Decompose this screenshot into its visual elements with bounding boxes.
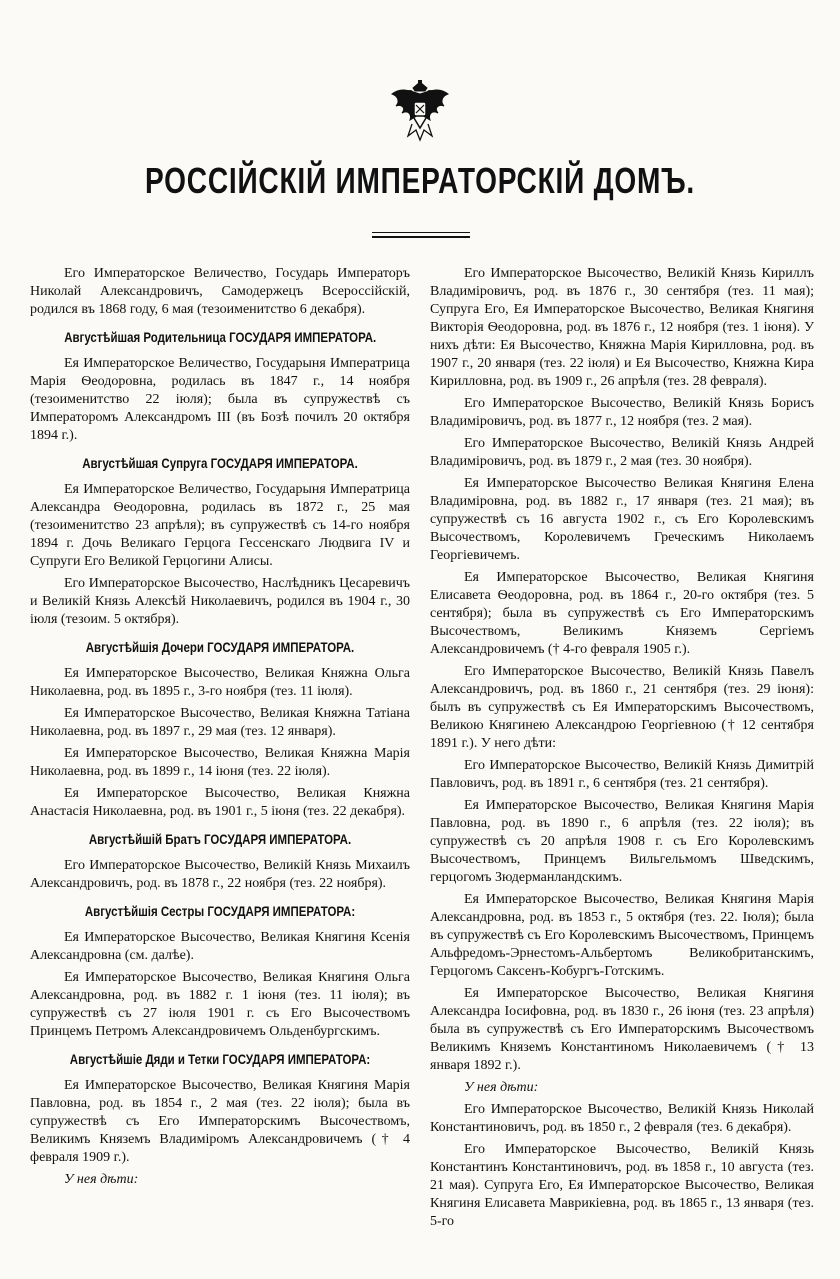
entry-paragraph: Ея Императорское Величество, Государыня Императрица Александра Ѳеодоровна, родилась въ 1872 г., 25 мая (тезоименитство 23 апрѣля); въ супружествѣ съ 14-го ноября 1894 г. Дочь Великаго Герцога Гессенскаго Людвига IV и Супруги Его Великой Герцогини Алисы. [30, 482, 410, 569]
entry-paragraph: Ея Императорское Высочество, Великая Княгиня Ольга Александровна, род. въ 1882 г. 1 іюня (тез. 11 іюля); въ супружествѣ съ 27 іюля 1901 г. съ Его Высочествомъ Принцемъ Петромъ Александровичемъ Ольденбургскимъ. [30, 970, 410, 1039]
title-divider-thick [372, 236, 470, 238]
entry-paragraph: Его Императорское Высочество, Великій Князь Андрей Владиміровичъ, род. въ 1879 г., 2 мая (тез. 30 ноября). [430, 436, 814, 469]
page-title: РОССІЙСКІЙ ИМПЕРАТОРСКІЙ ДОМЪ. [145, 160, 695, 201]
entry-paragraph: Его Императорское Величество, Государь Императоръ Николай Александровичъ, Самодержецъ Всероссійскій, родился въ 1868 году, 6 мая (тезоименитство 6 декабря). [30, 266, 410, 317]
entry-paragraph: Его Императорское Высочество, Великій Князь Димитрій Павловичъ, род. въ 1891 г., 6 сентября (тез. 21 сентября). [430, 758, 814, 791]
section-heading: Августѣйшая Родительница ГОСУДАРЯ ИМПЕРАТОРА. [64, 329, 377, 345]
section-heading: Августѣйшія Дочери ГОСУДАРЯ ИМПЕРАТОРА. [85, 639, 355, 655]
entry-paragraph: Ея Императорское Высочество, Великая Княгиня Марія Павловна, род. въ 1854 г., 2 мая (тез. 22 іюля); была въ супружествѣ съ Его Императорскимъ Высочествомъ, Великимъ Княземъ Владиміромъ Александровичемъ († 4 февраля 1909 г.). [30, 1078, 410, 1165]
entry-paragraph: Его Императорское Высочество, Великій Князь Борисъ Владиміровичъ, род. въ 1877 г., 12 ноября (тез. 2 мая). [430, 396, 814, 429]
entry-paragraph: Ея Императорское Высочество, Великая Княгиня Ксенія Александровна (см. далѣе). [30, 930, 410, 963]
right-column [430, 265, 814, 1235]
section-heading: Августѣйшій Братъ ГОСУДАРЯ ИМПЕРАТОРА. [88, 831, 352, 847]
title-divider [372, 232, 470, 233]
entry-paragraph: Его Императорское Высочество, Великій Князь Николай Константиновичъ, род. въ 1850 г., 2 февраля (тез. 6 декабря). [430, 1102, 814, 1135]
entry-paragraph: Ея Императорское Высочество, Великая Княгиня Александра Іосифовна, род. въ 1830 г., 26 іюня (тез. 23 апрѣля) была въ супружествѣ съ Его Императорскимъ Высочествомъ Великимъ Княземъ Константиномъ Николаевичемъ († 13 января 1892 г.). [430, 986, 814, 1073]
entry-paragraph: Его Императорское Высочество, Наслѣдникъ Цесаревичъ и Великій Князь Алексѣй Николаевичъ, родился въ 1904 г., 30 іюля (тезоим. 5 октября). [30, 576, 410, 627]
entry-paragraph: Ея Императорское Высочество, Великая Княжна Анастасія Николаевна, род. въ 1901 г., 5 іюня (тез. 22 декабря). [30, 786, 410, 819]
section-heading: Августѣйшіе Дяди и Тетки ГОСУДАРЯ ИМПЕРАТОРА: [69, 1051, 371, 1067]
entry-paragraph: Ея Императорское Высочество, Великая Княжна Ольга Николаевна, род. въ 1895 г., 3-го ноября (тез. 11 іюля). [30, 666, 410, 699]
entry-paragraph: Ея Императорское Величество, Государыня Императрица Марія Ѳеодоровна, родилась въ 1847 г., 14 ноября (тезоименитство 22 іюля); была въ супружествѣ съ Императоромъ Александромъ III (въ Бозѣ почилъ 20 октября 1894 г.). [30, 356, 410, 443]
entry-paragraph: Ея Императорское Высочество, Великая Княжна Марія Николаевна, род. въ 1899 г., 14 іюня (тез. 22 іюля). [30, 746, 410, 779]
entry-paragraph: Его Императорское Высочество, Великій Князь Павелъ Александровичъ, род. въ 1860 г., 21 сентября (тез. 29 іюня): былъ въ супружествѣ съ Ея Императорскимъ Высочествомъ, Великою Княгинею Александрою Георгіевною († 12 сентября 1891 г.). У него дѣти: [430, 664, 814, 751]
children-label: У нея дѣти: [464, 1080, 539, 1095]
entry-paragraph: Ея Императорское Высочество, Великая Княжна Татіана Николаевна, род. въ 1897 г., 29 мая (тез. 12 января). [30, 706, 410, 739]
left-column [30, 265, 410, 1193]
entry-paragraph: Его Императорское Высочество, Великій Князь Михаилъ Александровичъ, род. въ 1878 г., 22 ноября (тез. 22 ноября). [30, 858, 410, 891]
double-headed-eagle-emblem-icon [388, 80, 452, 142]
entry-paragraph: Его Императорское Высочество, Великій Князь Кириллъ Владиміровичъ, род. въ 1876 г., 30 сентября (тез. 11 мая); Супруга Его, Ея Императорское Высочество, Великая Княгиня Викторія Ѳеодоровна, род. въ 1876 г., 12 ноября (тез. 1 іюня). У нихъ дѣти: Ея Высочество, Княжна Марія Кирилловна, род. въ 1907 г., 20 января (тез. 22 іюля) и Ея Высочество, Княжна Кира Кирилловна, род. въ 1909 г., 26 апрѣля (тез. 28 февраля). [430, 266, 814, 389]
section-heading: Августѣйшія Сестры ГОСУДАРЯ ИМПЕРАТОРА: [84, 903, 356, 919]
entry-paragraph: Ея Императорское Высочество, Великая Княгиня Марія Александровна, род. въ 1853 г., 5 октября (тез. 22. Іюля); была въ супружествѣ съ Его Королевскимъ Высочествомъ, Принцемъ Альфредомъ-Эрнестомъ-Альбертомъ Великобританскимъ, Герцогомъ Саксенъ-Кобургъ-Готскимъ. [430, 892, 814, 979]
entry-paragraph: Ея Императорское Высочество, Великая Княгиня Елисавета Ѳеодоровна, род. въ 1864 г., 20-го октября (тез. 5 сентября); была въ супружествѣ съ Его Императорскимъ Высочествомъ, Великимъ Княземъ Сергіемъ Александровичемъ († 4-го февраля 1905 г.). [430, 570, 814, 657]
entry-paragraph: Ея Императорское Высочество, Великая Княгиня Марія Павловна, род. въ 1890 г., 6 апрѣля (тез. 22 іюля); въ супружествѣ съ 20 апрѣля 1908 г. съ Его Королевскимъ Высочествомъ, Принцемъ Вильгельмомъ Шведскимъ, герцогомъ Зюдерманландскимъ. [430, 798, 814, 885]
entry-paragraph: Его Императорское Высочество, Великій Князь Константинъ Константиновичъ, род. въ 1858 г., 10 августа (тез. 21 мая). Супруга Его, Ея Императорское Высочество, Великая Княгиня Елисавета Маврикіевна, род. въ 1865 г., 13 января (тез. 5-го [430, 1142, 814, 1229]
section-heading: Августѣйшая Супруга ГОСУДАРЯ ИМПЕРАТОРА. [82, 455, 358, 471]
entry-paragraph: Ея Императорское Высочество Великая Княгиня Елена Владиміровна, род. въ 1882 г., 17 января (тез. 21 мая); въ супружествѣ съ 16 августа 1902 г., съ Его Королевскимъ Высочествомъ, Королевичемъ Греческимъ Николаемъ Георгіевичемъ. [430, 476, 814, 563]
children-label: У нея дѣти: [64, 1172, 139, 1187]
